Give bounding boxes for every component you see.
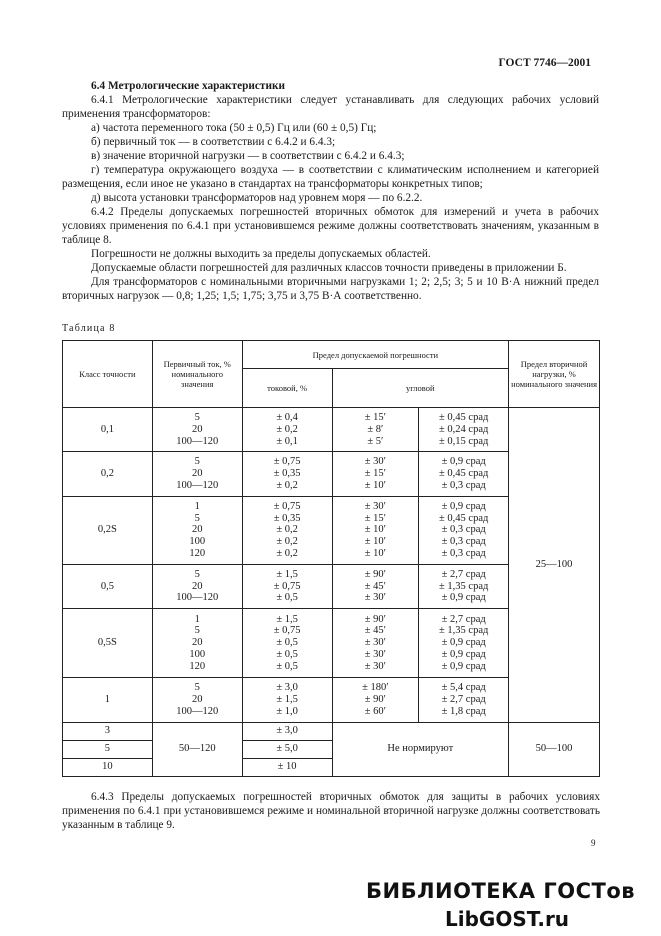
cell-line: ± 0,5 <box>276 649 298 661</box>
angle-error-crad-cell <box>419 678 509 722</box>
cell-line: ± 45′ <box>364 625 386 637</box>
class-cell: 3 <box>63 722 153 740</box>
cell-line: ± 0,5 <box>276 592 298 604</box>
angle-error-cell: Не нормируют <box>332 722 509 776</box>
cell-line: ± 0,45 срад <box>439 412 489 423</box>
cell-line: ± 1,0 <box>276 705 298 717</box>
class-cell: 5 <box>63 740 153 758</box>
cell-line: ± 10′ <box>364 547 386 559</box>
class-cell: 1 <box>63 678 153 722</box>
angle-error-minutes-cell <box>332 609 419 678</box>
table-row <box>63 408 600 452</box>
cell-line: ± 8′ <box>367 423 384 435</box>
cell-line: ± 180′ <box>362 682 389 694</box>
cell-line: ± 0,75 <box>273 625 301 637</box>
angle-error-minutes-cell <box>332 678 419 722</box>
cell-line: ± 0,9 срад <box>441 592 486 604</box>
paragraph-6-4-2: 6.4.2 Пределы допускаемых погрешностей вторичных обмоток для измерений и учета в рабочих условиях применения по 6.4.1 при установившемся режиме должны соответствовать значениям, указанным в таблице 8. <box>62 206 599 246</box>
angle-error-crad-cell <box>419 408 509 452</box>
paragraph-6-4-1: 6.4.1 Метрологические характеристики следует устанавливать для следующих рабочих условий применения трансформаторов: <box>62 94 599 120</box>
cell-line: ± 0,3 срад <box>441 479 486 491</box>
angle-error-minutes-cell <box>332 408 419 452</box>
cell-line: ± 0,9 срад <box>441 500 486 512</box>
header-secondary-load: Предел вторичной нагрузки, % номинального значения <box>509 341 600 408</box>
cell-line: ± 0,35 <box>273 468 301 480</box>
header-error-limit: Предел допускаемой погрешности <box>242 341 508 369</box>
angle-error-minutes-cell <box>332 452 419 496</box>
primary-current-cell: 50—120 <box>152 722 242 776</box>
cell-line: 100—120 <box>176 592 219 604</box>
current-error-cell <box>242 496 332 564</box>
cell-line: 5 <box>194 682 200 694</box>
angle-error-minutes-cell <box>332 496 419 564</box>
cell-line: ± 0,45 срад <box>439 512 489 524</box>
cell-line: ± 1,5 <box>276 693 298 705</box>
cell-line: 120 <box>189 547 206 559</box>
cell-line: ± 60′ <box>364 705 386 717</box>
cell-line: ± 0,45 срад <box>439 468 489 480</box>
class-cell: 0,5S <box>63 609 153 678</box>
cell-line: ± 10′ <box>364 524 386 536</box>
cell-line: ± 0,3 срад <box>441 547 486 559</box>
header-current-error: токовой, % <box>242 369 332 408</box>
cell-line: ± 0,4 <box>276 412 298 423</box>
cell-line: ± 1,35 срад <box>439 625 489 637</box>
cell-line: ± 90′ <box>364 693 386 705</box>
condition-item: д) высота установки трансформаторов над уровнем моря — по 6.2.2. <box>91 192 423 204</box>
cell-line: ± 0,5 <box>276 637 298 649</box>
cell-line: ± 0,1 <box>276 435 298 447</box>
cell-line: ± 2,7 срад <box>441 613 486 625</box>
cell-line: ± 45′ <box>364 580 386 592</box>
paragraph-transformers: Для трансформаторов с номинальными вторичными нагрузками 1; 2; 2,5; 3; 5 и 10 В·А нижний предел вторичных нагрузок — 0,8; 1,25; 1,5; 1,75; 3,75 и 3,75 В·А соответственно. <box>62 276 599 302</box>
header-class: Класс точности <box>63 341 153 408</box>
cell-line: ± 30′ <box>364 456 386 468</box>
cell-line: 5 <box>194 456 200 468</box>
primary-current-cell <box>152 609 242 678</box>
secondary-load-cell: 50—100 <box>509 722 600 776</box>
cell-line: 5 <box>194 412 200 423</box>
cell-line: ± 0,2 <box>276 423 298 435</box>
paragraph-areas: Допускаемые области погрешностей для различных классов точности приведены в приложении Б. <box>91 262 567 274</box>
cell-line: ± 0,5 <box>276 660 298 672</box>
cell-line: ± 15′ <box>364 468 386 480</box>
paragraph-errors: Погрешности не должны выходить за пределы допускаемых областей. <box>91 248 431 260</box>
cell-line: ± 5′ <box>367 435 384 447</box>
class-cell: 10 <box>63 758 153 776</box>
cell-line: 5 <box>194 568 200 580</box>
cell-line: ± 0,3 срад <box>441 524 486 536</box>
condition-item: в) значение вторичной нагрузки — в соответствии с 6.4.2 и 6.4.3; <box>91 150 405 162</box>
cell-line: ± 90′ <box>364 568 386 580</box>
current-error-cell <box>242 678 332 722</box>
watermark-site: LibGOST.ru <box>445 907 570 931</box>
cell-line: ± 5,4 срад <box>441 682 486 694</box>
table-label: Таблица 8 <box>62 323 116 334</box>
current-error-cell: ± 3,0 <box>242 722 332 740</box>
header-primary-current: Первичный ток, % номинального значения <box>152 341 242 408</box>
primary-current-cell <box>152 678 242 722</box>
angle-error-crad-cell <box>419 496 509 564</box>
primary-current-cell <box>152 452 242 496</box>
cell-line: ± 15′ <box>364 412 386 423</box>
current-error-cell <box>242 564 332 608</box>
class-cell: 0,5 <box>63 564 153 608</box>
class-cell: 0,1 <box>63 408 153 452</box>
cell-line: ± 0,75 <box>273 500 301 512</box>
angle-error-minutes-cell <box>332 564 419 608</box>
section-6-4 <box>62 79 599 303</box>
cell-line: ± 0,9 срад <box>441 637 486 649</box>
cell-line: ± 30′ <box>364 500 386 512</box>
cell-line: 100—120 <box>176 479 219 491</box>
document-code: ГОСТ 7746—2001 <box>498 57 591 69</box>
cell-line: ± 0,2 <box>276 547 298 559</box>
cell-line: ± 2,7 срад <box>441 568 486 580</box>
cell-line: 20 <box>192 693 203 705</box>
current-error-cell: ± 5,0 <box>242 740 332 758</box>
cell-line: 5 <box>194 512 200 524</box>
cell-line: ± 1,5 <box>276 613 298 625</box>
angle-error-crad-cell <box>419 452 509 496</box>
cell-line: 20 <box>192 524 203 536</box>
condition-item: б) первичный ток — в соответствии с 6.4.2 и 6.4.3; <box>91 136 336 148</box>
cell-line: 5 <box>194 625 200 637</box>
header-angle-error: угловой <box>332 369 509 408</box>
cell-line: ± 1,35 срад <box>439 580 489 592</box>
cell-line: ± 30′ <box>364 649 386 661</box>
primary-current-cell <box>152 408 242 452</box>
cell-line: ± 30′ <box>364 637 386 649</box>
cell-line: ± 0,35 <box>273 512 301 524</box>
cell-line: ± 15′ <box>364 512 386 524</box>
current-error-cell <box>242 609 332 678</box>
condition-item: а) частота переменного тока (50 ± 0,5) Гц или (60 ± 0,5) Гц; <box>91 122 377 134</box>
cell-line: 20 <box>192 580 203 592</box>
current-error-cell: ± 10 <box>242 758 332 776</box>
cell-line: ± 0,9 срад <box>441 456 486 468</box>
cell-line: ± 1,5 <box>276 568 298 580</box>
cell-line: ± 0,75 <box>273 580 301 592</box>
cell-line: ± 3,0 <box>276 682 298 694</box>
cell-line: 1 <box>194 613 200 625</box>
cell-line: 120 <box>189 660 206 672</box>
cell-line: 100 <box>189 536 206 548</box>
section-6-4-3 <box>62 790 600 832</box>
cell-line: ± 10′ <box>364 479 386 491</box>
cell-line: ± 2,7 срад <box>441 693 486 705</box>
cell-line: ± 0,9 срад <box>441 660 486 672</box>
cell-line: 1 <box>194 500 200 512</box>
cell-line: ± 0,2 <box>276 479 298 491</box>
condition-item: г) температура окружающего воздуха — в соответствии с климатическим исполнением и категорией размещения, если иное не указано в стандартах на трансформаторы конкретных типов; <box>62 164 599 190</box>
watermark-library: БИБЛИОТЕКА ГОСТов <box>366 879 636 903</box>
cell-line: ± 30′ <box>364 660 386 672</box>
cell-line: 100—120 <box>176 705 219 717</box>
class-cell: 0,2S <box>63 496 153 564</box>
cell-line: 20 <box>192 423 203 435</box>
angle-error-crad-cell <box>419 609 509 678</box>
cell-line: ± 0,2 <box>276 524 298 536</box>
cell-line: ± 0,9 срад <box>441 649 486 661</box>
table-row <box>63 722 600 740</box>
cell-line: 100 <box>189 649 206 661</box>
primary-current-cell <box>152 564 242 608</box>
paragraph-6-4-3: 6.4.3 Пределы допускаемых погрешностей вторичных обмоток для защиты в рабочих условиях применения по 6.4.1 при установившемся режиме и номинальной вторичной нагрузке должны соответствовать указанным в таблице 9. <box>62 791 600 831</box>
current-error-cell <box>242 452 332 496</box>
cell-line: ± 0,24 срад <box>439 423 489 435</box>
cell-line: ± 1,8 срад <box>441 705 486 717</box>
cell-line: 100—120 <box>176 435 219 447</box>
cell-line: ± 0,75 <box>273 456 301 468</box>
cell-line: ± 0,2 <box>276 536 298 548</box>
cell-line: ± 10′ <box>364 536 386 548</box>
cell-line: 20 <box>192 637 203 649</box>
cell-line: ± 90′ <box>364 613 386 625</box>
secondary-load-cell: 25—100 <box>509 408 600 723</box>
angle-error-crad-cell <box>419 564 509 608</box>
class-cell: 0,2 <box>63 452 153 496</box>
cell-line: 20 <box>192 468 203 480</box>
cell-line: ± 30′ <box>364 592 386 604</box>
cell-line: ± 0,15 срад <box>439 435 489 447</box>
table-8 <box>62 340 600 777</box>
page-number: 9 <box>591 838 596 848</box>
current-error-cell <box>242 408 332 452</box>
cell-line: ± 0,3 срад <box>441 536 486 548</box>
section-title: 6.4 Метрологические характеристики <box>91 80 285 92</box>
primary-current-cell <box>152 496 242 564</box>
